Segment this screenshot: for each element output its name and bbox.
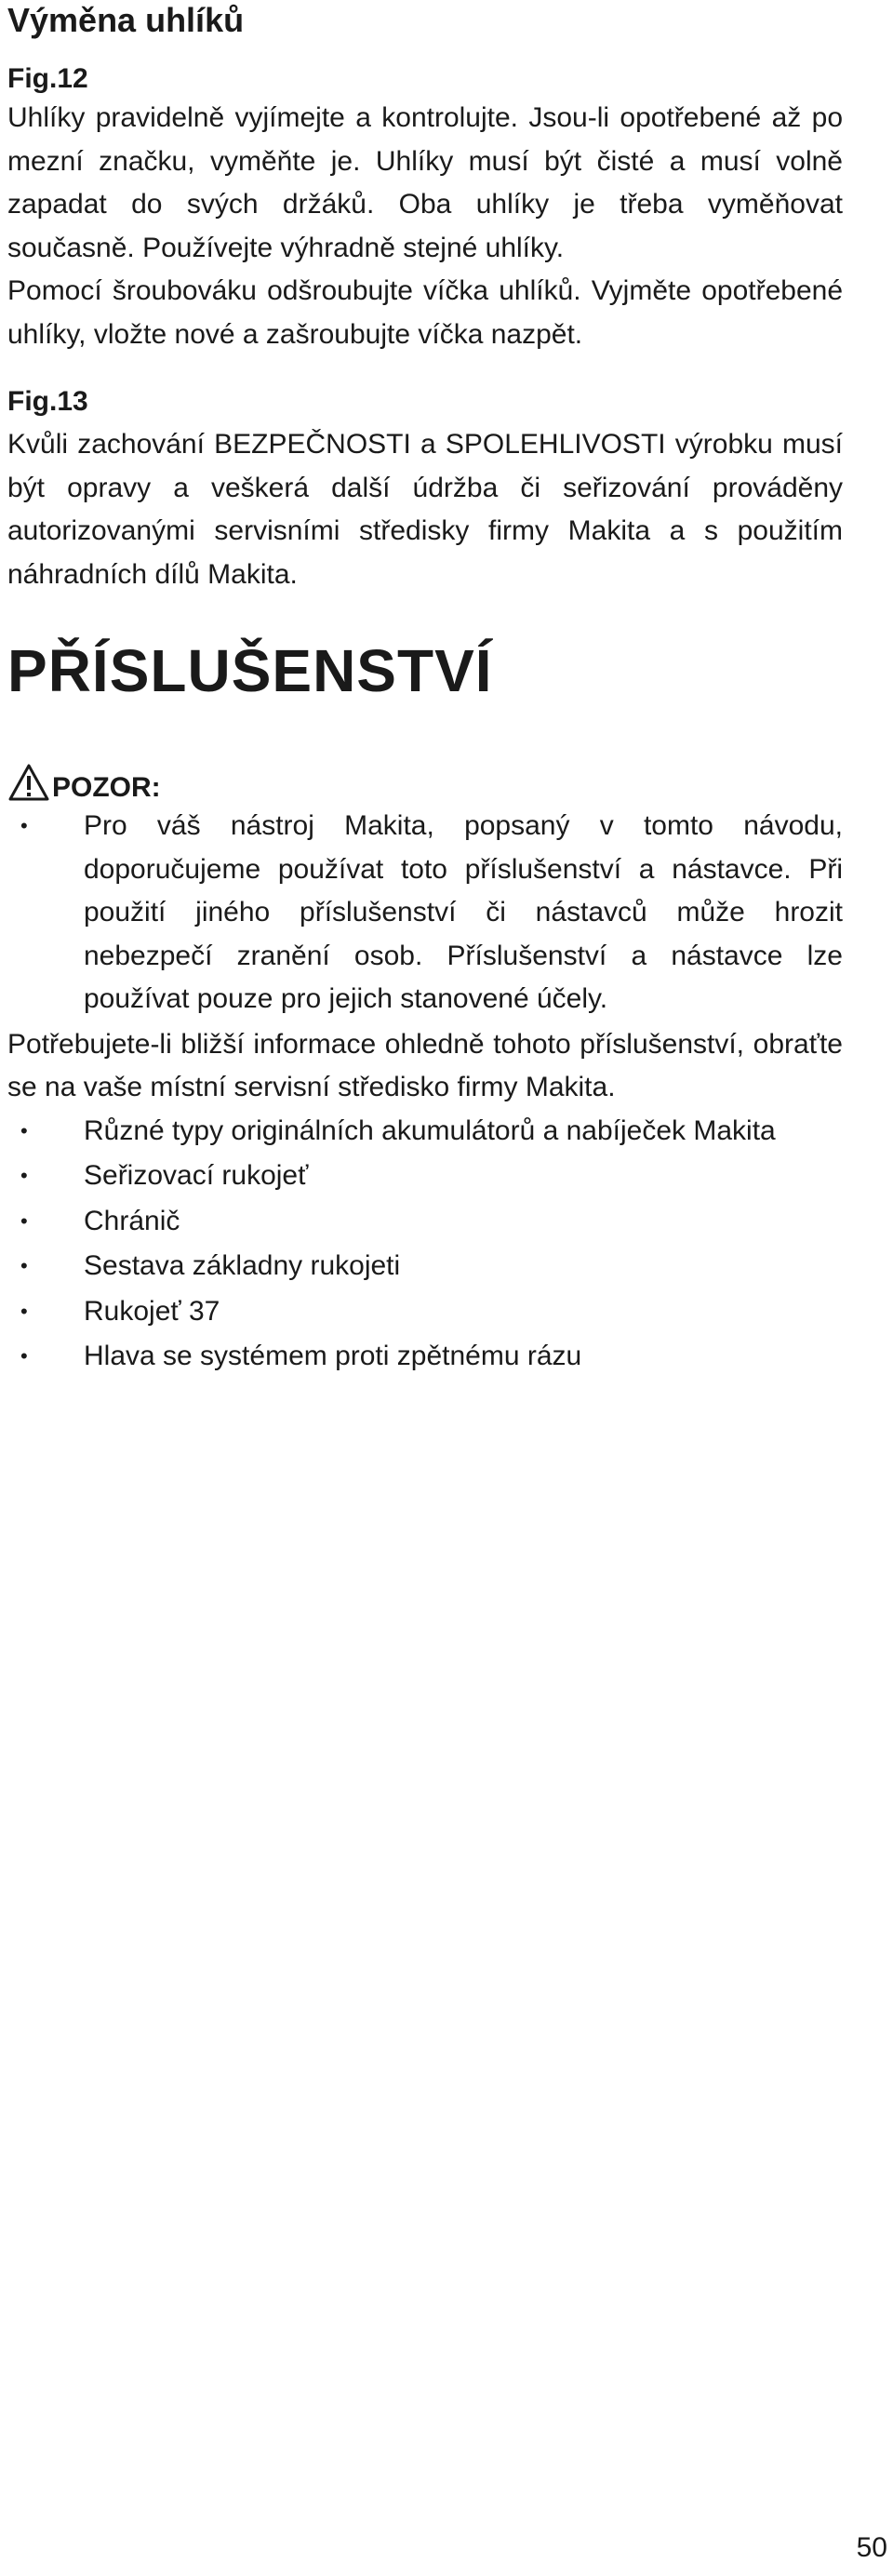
fig-13-label: Fig.13 <box>7 386 88 417</box>
fig-12-text-2: Pomocí šroubováku odšroubujte víčka uhlíků. Vyjměte opotřebené uhlíky, vložte nové a zašroubujte víčka nazpět. <box>7 275 843 350</box>
fig-12-label: Fig.12 <box>7 63 88 94</box>
section-title: Výměna uhlíků <box>7 1 245 39</box>
list-item: • Seřizovací rukojeť <box>7 1155 843 1198</box>
caution-header <box>7 760 843 805</box>
list-item: • Rukojeť 37 <box>7 1290 843 1334</box>
warning-triangle-icon <box>7 763 50 802</box>
caution-list <box>7 805 843 1021</box>
caution-item: • Pro váš nástroj Makita, popsaný v tomto návodu, doporučujeme používat toto příslušenství a nástavce. Při použití jiného příslušenství či nástavců může hrozit nebezpečí zranění osob. Příslušenství a nástavce lze používat pouze pro jejich stanovené účely. <box>7 805 843 1021</box>
fig-12-text: Uhlíky pravidelně vyjímejte a kontrolujte. Jsou-li opotřebené až po mezní značku, vyměňte je. Uhlíky musí být čisté a musí volně zapadat do svých držáků. Oba uhlíky je třeba vyměňovat současně. Používejte výhradně stejné uhlíky. <box>7 102 843 263</box>
info-text: Potřebujete-li bližší informace ohledně tohoto příslušenství, obraťte se na vaše místní servisní středisko firmy Makita. <box>7 1028 843 1102</box>
manual-page <box>7 0 843 1379</box>
fig-13-text: Kvůli zachování BEZPEČNOSTI a SPOLEHLIVOSTI výrobku musí být opravy a veškerá další údržba či seřizování prováděny autorizovanými servisními středisky firmy Makita a s použitím náhradních dílů Makita. <box>7 429 843 590</box>
page-number: 50 <box>856 2532 887 2563</box>
list-item: • Hlava se systémem proti zpětnému rázu <box>7 1335 843 1379</box>
accessories-heading: PŘÍSLUŠENSTVÍ <box>7 637 493 704</box>
accessories-list <box>7 1110 843 1379</box>
list-item: • Různé typy originálních akumulátorů a nabíječek Makita <box>7 1110 843 1154</box>
list-item: • Sestava základny rukojeti <box>7 1245 843 1288</box>
caution-label: POZOR: <box>52 772 161 803</box>
list-item: • Chránič <box>7 1200 843 1244</box>
